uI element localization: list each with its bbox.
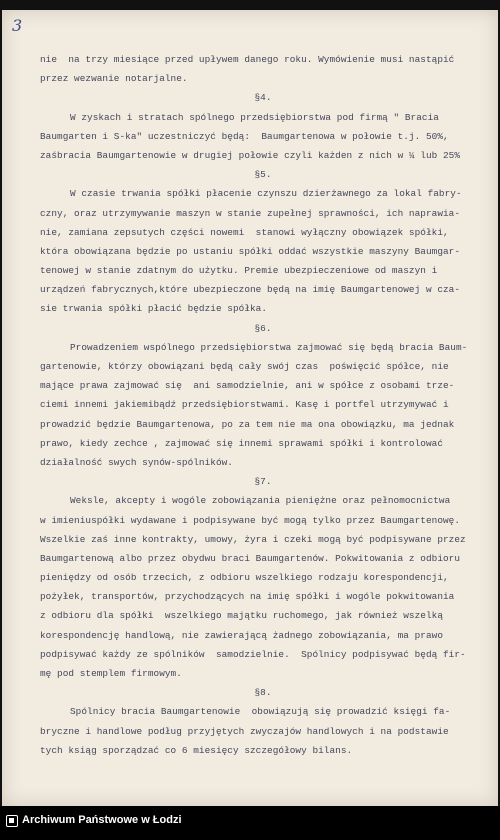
text-line: bryczne i handlowe podług przyjętych zwyczajów handlowych i na podstawie — [40, 725, 449, 737]
text-line: z odbioru dla spółki wszelkiego majątku ruchomego, jak również wszelką — [40, 610, 443, 622]
text-line: tenowej w stanie zdatnym do użytku. Premie ubezpieczeniowe od maszyn i — [40, 265, 438, 277]
text-line: Spólnicy bracia Baumgartenowie obowiązują się prowadzić księgi fa- — [70, 706, 451, 718]
text-line: W zyskach i stratach spólnego przedsiębiorstwa pod firmą " Bracia — [70, 111, 439, 123]
text-line: prawo, kiedy zechce , zajmować się innemi sprawami spółki i kontrolować — [40, 437, 443, 449]
text-line: podpisywać każdy ze spólników samodzielnie. Spólnicy podpisywać będą fir- — [40, 648, 466, 660]
text-line: korespondencję handlową, nie zawierającą żadnego zobowiązania, ma prawo — [40, 629, 443, 641]
archive-logo-icon — [6, 815, 18, 827]
section-heading: §5. — [254, 169, 272, 181]
text-line: pożyłek, transportów, przychodzących na imię spółki i wogóle pokwitowania — [40, 591, 455, 603]
text-line: Baumgartenową albo przez obydwu braci Baumgartenów. Pokwitowania z odbioru — [40, 552, 461, 564]
document-page — [2, 10, 498, 806]
text-line: urządzeń fabrycznych,które ubezpieczone będą na imię Baumgartenowej w cza- — [40, 284, 461, 296]
section-heading: §7. — [254, 476, 272, 488]
text-line: która obowiązana będzie po ustaniu spółki oddać wszystkie maszyny Baumgar- — [40, 245, 461, 257]
text-line: nie, zamiana zepsutych części nowemi stanowi wyłączny obowiązek spółki, — [40, 226, 449, 238]
section-heading: §6. — [254, 322, 272, 334]
text-line: Weksle, akcepty i wogóle zobowiązania pieniężne oraz pełnomocnictwa — [70, 495, 451, 507]
footer-label: Archiwum Państwowe w Łodzi — [22, 814, 182, 826]
text-line: Prowadzeniem wspólnego przedsiębiorstwa zajmować się będą bracia Baum- — [70, 341, 468, 353]
footer-bar — [0, 806, 500, 840]
text-line: ciemi innemi jakiemibądź przedsiębiorstwami. Kasę i portfel utrzymywać i — [40, 399, 449, 411]
text-line: pieniędzy od osób trzecich, z odbioru wszelkiego rodzaju korespondencji, — [40, 572, 449, 584]
text-line: zaśbracia Baumgartenowie w drugiej połowie czyli każden z nich w ¼ lub 25% — [40, 149, 461, 161]
text-line: prowadzić będzie Baumgartenowa, po za tem nie ma ona obowiązku, ma jednak — [40, 418, 455, 430]
text-line: czny, oraz utrzymywanie maszyn w stanie zupełnej sprawności, ich naprawia- — [40, 207, 461, 219]
document-text — [40, 50, 486, 760]
text-line: nie na trzy miesiące przed upływem danego roku. Wymówienie musi nastąpić — [40, 54, 455, 65]
text-line: mę pod stemplem firmowym. — [40, 668, 182, 679]
text-line: W czasie trwania spółki płacenie czynszu dzierżawnego za lokal fabry- — [70, 188, 462, 200]
text-line: sie trwania spółki płacić będzie spółka. — [40, 303, 268, 315]
section-heading: §8. — [254, 687, 272, 699]
text-line: w imieniuspółki wydawane i podpisywane być mogą tylko przez Baumgartenowę. — [40, 514, 461, 526]
text-line: gartenowie, którzy obowiązani będą cały swój czas poświęcić spółce, nie — [40, 361, 449, 372]
text-line: przez wezwanie notarjalne. — [40, 73, 188, 85]
text-line: tych ksiąg sporządzać co 6 miesięcy szczegółowy bilans. — [40, 744, 353, 756]
handwritten-page-number: 3 — [12, 16, 23, 35]
text-line: działalność swych synów-spólników. — [40, 456, 233, 468]
text-line: Wszelkie zaś inne kontrakty, umowy, żyra i czeki mogą być podpisywane przez — [40, 533, 466, 545]
text-line: Baumgarten i S-ka" uczestniczyć będą: Baumgartenowa w połowie t.j. 50%, — [40, 130, 449, 142]
section-heading: §4. — [254, 92, 272, 104]
text-line: mające prawa zajmować się ani samodzielnie, ani w spółce z osobami trze- — [40, 380, 455, 392]
